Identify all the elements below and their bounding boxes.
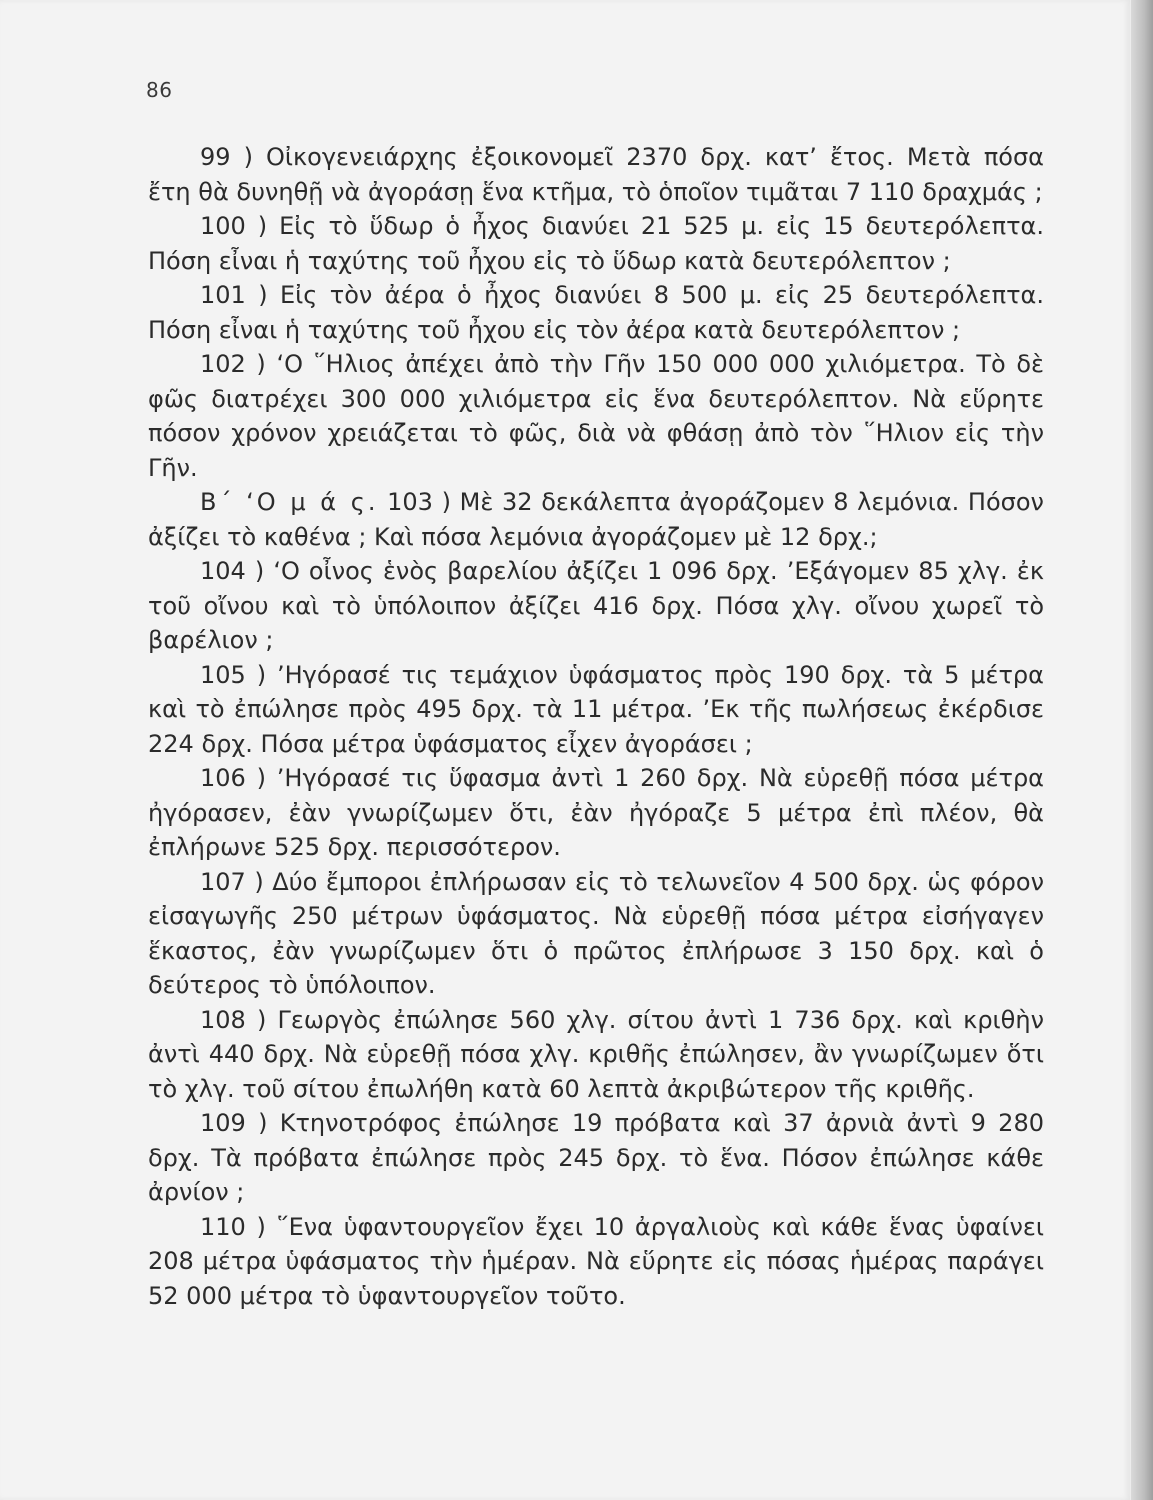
problem-text: Κτηνοτρόφος ἐπώλησε 19 πρόβατα καὶ 37 ἀρνιὰ ἀντὶ 9 280 δρχ. Τὰ πρόβατα ἐπώλησε πρὸς 245 δρχ. τὸ ἕνα. Πόσον ἐπώλησε κάθε ἀρνίον ; — [148, 1109, 1044, 1206]
problem-110 — [148, 1210, 1044, 1314]
problems-list — [148, 140, 1044, 1313]
problem-text: ‘Ο ῞Ηλιος ἀπέχει ἀπὸ τὴν Γῆν 150 000 000 χιλιόμετρα. Τὸ δὲ φῶς διατρέχει 300 000 χιλιόμετρα εἰς ἕνα δευτερόλεπτον. Νὰ εὕρητε πόσον χρόνον χρειάζεται τὸ φῶς, διὰ νὰ φθάσῃ ἀπὸ τὸν ῞Ηλιον εἰς τὴν Γῆν. — [148, 350, 1045, 482]
problem-99 — [148, 140, 1044, 209]
problem-number: 105 ) — [200, 660, 267, 689]
problem-109 — [148, 1106, 1044, 1210]
problem-number: 106 ) — [200, 764, 266, 792]
problem-text: ‘Ο οἶνος ἑνὸς βαρελίου ἀξίζει 1 096 δρχ. ’Εξάγομεν 85 χλγ. ἐκ τοῦ οἴνου καὶ τὸ ὑπόλοιπον ἀξίζει 416 δρχ. Πόσα χλγ. οἴνου χωρεῖ τὸ βαρέλιον ; — [148, 557, 1044, 654]
problem-text: ῞Ενα ὑφαντουργεῖον ἔχει 10 ἀργαλιοὺς καὶ κάθε ἕνας ὑφαίνει 208 μέτρα ὑφάσματος τὴν ἡμέραν. Νὰ εὕρητε εἰς πόσας ἡμέρας παράγει 52 000 μέτρα τὸ ὑφαντουργεῖον τοῦτο. — [148, 1212, 1044, 1310]
problem-number: 101 ) — [200, 281, 268, 309]
problem-number: 99 ) — [200, 143, 253, 171]
problem-number: 100 ) — [200, 212, 268, 240]
problem-number: 102 ) — [200, 350, 266, 378]
problem-101 — [148, 278, 1044, 347]
problem-number: 103 ) — [387, 488, 451, 516]
problem-106 — [148, 761, 1044, 865]
problem-text: ’Ηγόρασέ τις ὕφασμα ἀντὶ 1 260 δρχ. Νὰ εὑρεθῇ πόσα μέτρα ἠγόρασεν, ἐὰν γνωρίζωμεν ὅτι, ἐὰν ἠγόραζε 5 μέτρα ἐπὶ πλέον, θὰ ἐπλήρωνε 525 δρχ. περισσότερον. — [148, 764, 1045, 861]
group-label: Β΄ ‘Ο μ ά ς. — [200, 488, 379, 516]
problem-number: 109 ) — [200, 1109, 268, 1137]
problem-104 — [148, 554, 1044, 658]
problem-number: 108 ) — [200, 1005, 267, 1034]
problem-number: 110 ) — [200, 1212, 266, 1241]
problem-107 — [148, 865, 1044, 1003]
problem-text: Γεωργὸς ἐπώλησε 560 χλγ. σίτου ἀντὶ 1 736 δρχ. καὶ κριθὴν ἀντὶ 440 δρχ. Νὰ εὑρεθῇ πόσα χλγ. κριθῆς ἐπώλησεν, ἂν γνωρίζωμεν ὅτι τὸ χλγ. τοῦ σίτου ἐπωλήθη κατὰ 60 λεπτὰ ἀκριβώτερον τῆς κριθῆς. — [148, 1005, 1044, 1103]
problem-text: Οἰκογενειάρχης ἐξοικονομεῖ 2370 δρχ. κατ’ ἔτος. Μετὰ πόσα ἔτη θὰ δυνηθῇ νὰ ἀγοράσῃ ἕνα κτῆμα, τὸ ὁποῖον τιμᾶται 7 110 δραχμάς ; — [148, 143, 1044, 206]
problem-105 — [148, 658, 1044, 762]
problem-text: Εἰς τὸν ἀέρα ὁ ἦχος διανύει 8 500 μ. εἰς 25 δευτερόλεπτα. Πόση εἶναι ἡ ταχύτης τοῦ ἦχου εἰς τὸν ἀέρα κατὰ δευτερόλεπτον ; — [148, 281, 1044, 344]
problem-108 — [148, 1003, 1044, 1107]
problem-text: Μὲ 32 δεκάλεπτα ἀγοράζομεν 8 λεμόνια. Πόσον ἀξίζει τὸ καθένα ; Καὶ πόσα λεμόνια ἀγοράζομεν μὲ 12 δρχ.; — [148, 488, 1044, 551]
page-edge-shadow — [1131, 0, 1153, 1500]
page-number: 86 — [146, 78, 173, 102]
problem-text: ’Ηγόρασέ τις τεμάχιον ὑφάσματος πρὸς 190 δρχ. τὰ 5 μέτρα καὶ τὸ ἐπώλησε πρὸς 495 δρχ. τὰ 11 μέτρα. ’Εκ τῆς πωλήσεως ἐκέρδισε 224 δρχ. Πόσα μέτρα ὑφάσματος εἶχεν ἀγοράσει ; — [148, 660, 1044, 758]
problem-102 — [148, 347, 1044, 485]
problem-number: 107 ) — [200, 867, 264, 896]
problem-text: Εἰς τὸ ὕδωρ ὁ ἦχος διανύει 21 525 μ. εἰς 15 δευτερόλεπτα. Πόση εἶναι ἡ ταχύτης τοῦ ἦχου εἰς τὸ ὕδωρ κατὰ δευτερόλεπτον ; — [148, 212, 1044, 275]
problem-103 — [148, 485, 1044, 554]
problem-100 — [148, 209, 1044, 278]
problem-number: 104 ) — [200, 557, 265, 585]
problem-text: Δύο ἔμποροι ἐπλήρωσαν εἰς τὸ τελωνεῖον 4 500 δρχ. ὡς φόρον εἰσαγωγῆς 250 μέτρων ὑφάσματος. Νὰ εὑρεθῇ πόσα μέτρα εἰσήγαγεν ἕκαστος, ἐὰν γνωρίζωμεν ὅτι ὁ πρῶτος ἐπλήρωσε 3 150 δρχ. καὶ ὁ δεύτερος τὸ ὑπόλοιπον. — [148, 867, 1044, 999]
